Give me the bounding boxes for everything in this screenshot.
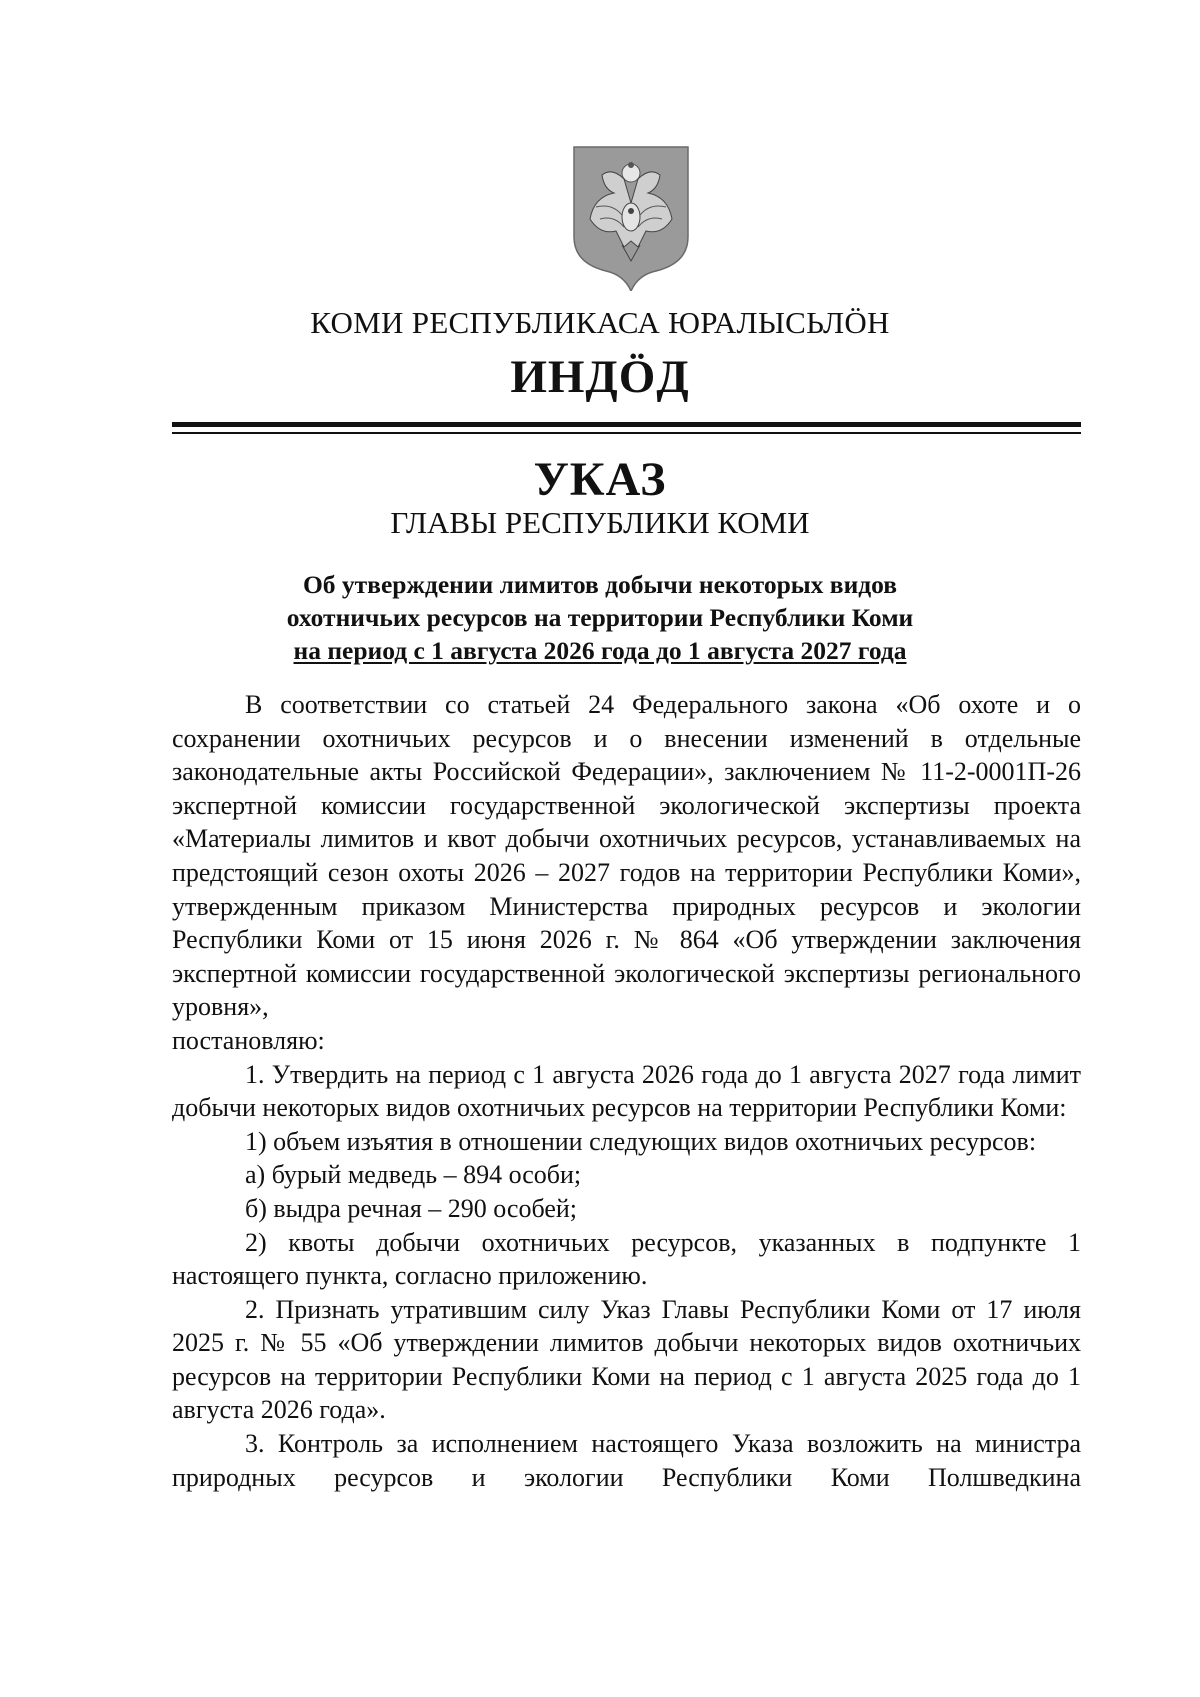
- item-1-paragraph: 1. Утвердить на период с 1 августа 2026 года до 1 августа 2027 года лимит добычи некоторых видов охотничьих ресурсов на территории Республики Коми:: [172, 1059, 1081, 1123]
- item-1-2-paragraph: 2) квоты добычи охотничьих ресурсов, указанных в подпункте 1 настоящего пункта, согласно приложению.: [172, 1227, 1081, 1291]
- document-body: [172, 688, 1081, 1494]
- item-1-1-paragraph: 1) объем изъятия в отношении следующих видов охотничьих ресурсов:: [245, 1126, 1037, 1156]
- komi-title: КОМИ РЕСПУБЛИКАСА ЮРАЛЫСЬЛӦН: [310, 305, 890, 340]
- subject-line-2: охотничьих ресурсов на территории Республики Коми: [286, 603, 914, 632]
- subject-line-1: Об утверждении лимитов добычи некоторых видов: [302, 570, 898, 599]
- indod-title: ИНДӦД: [510, 351, 690, 403]
- issuer-title: ГЛАВЫ РЕСПУБЛИКИ КОМИ: [390, 505, 810, 540]
- item-1-1-b-paragraph: б) выдра речная – 290 особей;: [245, 1193, 578, 1223]
- subject-line-3: на период с 1 августа 2026 года до 1 августа 2027 года: [293, 636, 907, 665]
- item-2-paragraph: 2. Признать утратившим силу Указ Главы Республики Коми от 17 июля 2025 г. № 55 «Об утверждении лимитов добычи некоторых видов охотничьих ресурсов на территории Республики Коми на период с 1 августа 2025 года до 1 августа 2026 года».: [172, 1294, 1081, 1425]
- header-rule-thick: [172, 422, 1081, 427]
- postanovlyayu-paragraph: постановляю:: [172, 1025, 325, 1055]
- ukaz-title: УКАЗ: [533, 453, 667, 506]
- document-subject: [0, 568, 1200, 667]
- item-1-1-a-paragraph: а) бурый медведь – 894 особи;: [245, 1160, 582, 1190]
- item-3-paragraph: 3. Контроль за исполнением настоящего Указа возложить на министра природных ресурсов и экологии Республики Коми Полшведкина: [172, 1429, 1081, 1492]
- header-rule-thin: [172, 432, 1081, 434]
- preamble-paragraph: В соответствии со статьей 24 Федерального закона «Об охоте и о сохранении охотничьих ресурсов и о внесении изменений в отдельные законодательные акты Российской Федерации», заключением № 11-2-0001П-26 экспертной комиссии государственной экологической экспертизы проекта «Материалы лимитов и квот добычи охотничьих ресурсов, устанавливаемых на предстоящий сезон охоты 2026 – 2027 годов на территории Республики Коми», утвержденным приказом Министерства природных ресурсов и экологии Республики Коми от 15 июня 2026 г. № 864 «Об утверждении заключения экспертной комиссии государственной экологической экспертизы регионального уровня»,: [172, 690, 1081, 1022]
- coat-of-arms-emblem: [572, 145, 690, 291]
